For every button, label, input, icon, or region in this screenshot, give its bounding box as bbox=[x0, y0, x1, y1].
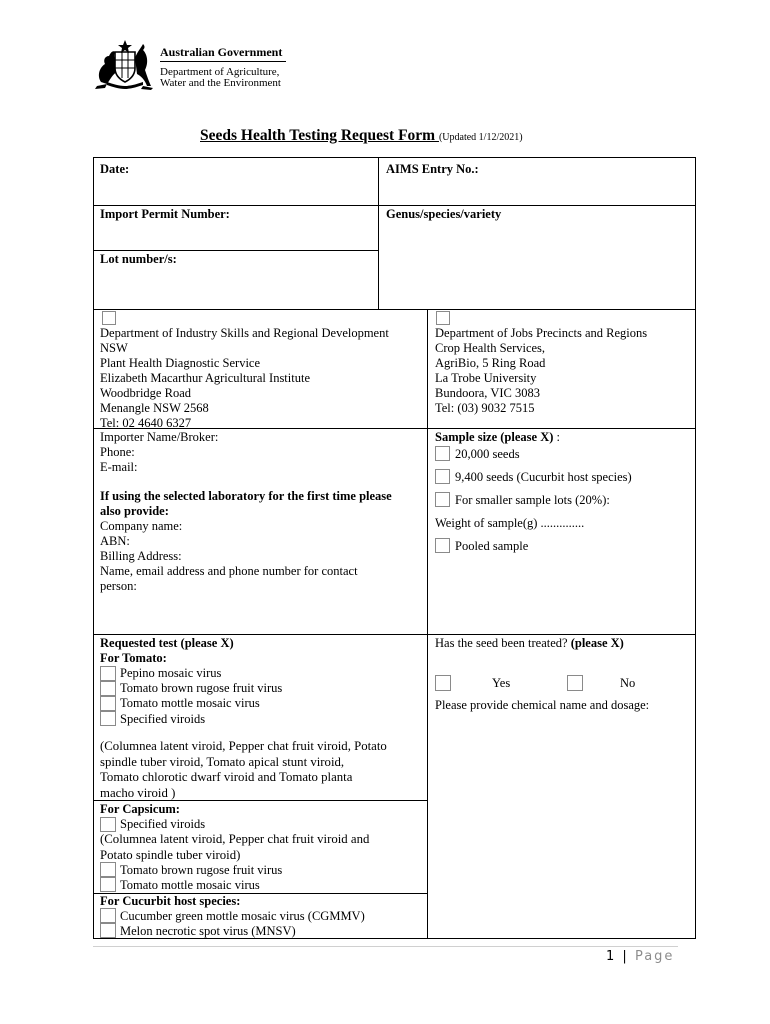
note-line: macho viroid ) bbox=[100, 785, 176, 800]
lab-vic-line: AgriBio, 5 Ring Road bbox=[435, 356, 546, 370]
first-time-note: If using the selected laboratory for the first time please bbox=[100, 489, 392, 503]
first-time-note-2: also provide: bbox=[100, 504, 169, 518]
pooled-sample-label: Pooled sample bbox=[455, 539, 529, 553]
sample-9400-checkbox[interactable] bbox=[435, 469, 450, 484]
page-sep: | bbox=[616, 949, 635, 964]
row1-divider bbox=[93, 205, 696, 206]
seed-treated-please: (please X) bbox=[570, 636, 624, 650]
sample-smaller-checkbox[interactable] bbox=[435, 492, 450, 507]
genus-field[interactable] bbox=[379, 223, 695, 308]
test-label: Melon necrotic spot virus (MNSV) bbox=[120, 924, 296, 938]
permit-lot-divider bbox=[93, 250, 379, 251]
dept-line-2: Water and the Environment bbox=[160, 77, 281, 89]
test-label: Pepino mosaic virus bbox=[120, 666, 222, 680]
lab-nsw-line: Plant Health Diagnostic Service bbox=[100, 356, 261, 370]
sample-9400-label: 9,400 seeds (Cucurbit host species) bbox=[455, 470, 632, 484]
chemical-dosage-label: Please provide chemical name and dosage: bbox=[435, 698, 650, 712]
lab-vic-checkbox[interactable] bbox=[436, 311, 450, 325]
lab-vic-line: Crop Health Services, bbox=[435, 341, 546, 355]
sample-20000-label: 20,000 seeds bbox=[455, 447, 520, 461]
test-label: Tomato mottle mosaic virus bbox=[120, 696, 260, 710]
seed-treated-text: Has the seed been treated? bbox=[435, 636, 571, 650]
lab-nsw-line: Elizabeth Macarthur Agricultural Institute bbox=[100, 371, 310, 385]
date-field[interactable] bbox=[94, 178, 378, 204]
lab-vic-address bbox=[435, 326, 647, 416]
note-line: (Columnea latent viroid, Pepper chat fruit viroid, Potato bbox=[100, 739, 387, 753]
row-header-bottom bbox=[93, 309, 696, 310]
sample-weight-label[interactable]: Weight of sample(g) .............. bbox=[435, 516, 585, 530]
body-col-divider bbox=[427, 309, 428, 939]
sample-size-heading: Sample size (please X) bbox=[435, 430, 554, 444]
lab-nsw-line: Woodbridge Road bbox=[100, 386, 191, 400]
phone-label: Phone: bbox=[100, 445, 135, 459]
capsicum-viroid-note bbox=[100, 832, 369, 863]
test-label: Tomato brown rugose fruit virus bbox=[120, 863, 283, 877]
pooled-sample-checkbox[interactable] bbox=[435, 538, 450, 553]
lab-vic-line: Bundoora, VIC 3083 bbox=[435, 386, 540, 400]
lab-nsw-line: Department of Industry Skills and Regional Development bbox=[100, 326, 389, 340]
billing-address-label: Billing Address: bbox=[100, 549, 182, 563]
note-line: (Columnea latent viroid, Pepper chat fruit viroid and bbox=[100, 832, 370, 846]
contact-label: Name, email address and phone number for contact bbox=[100, 564, 358, 578]
tomato-viroid-note bbox=[100, 739, 387, 801]
lab-vic-line: Department of Jobs Precincts and Regions bbox=[435, 326, 648, 340]
dept-line-1: Department of Agriculture, bbox=[160, 66, 280, 78]
note-line: spindle tuber viroid, Tomato apical stunt viroid, bbox=[100, 754, 345, 769]
treated-yes-checkbox[interactable] bbox=[435, 675, 451, 691]
import-permit-field[interactable] bbox=[94, 223, 378, 249]
contact-label-2: person: bbox=[100, 579, 137, 593]
abn-label: ABN: bbox=[100, 534, 130, 548]
importer-section bbox=[100, 430, 392, 594]
test-label: Tomato brown rugose fruit virus bbox=[120, 681, 283, 695]
test-checkbox[interactable] bbox=[100, 862, 116, 877]
table-right-border bbox=[695, 157, 696, 939]
sample-smaller-label: For smaller sample lots (20%): bbox=[455, 493, 610, 507]
lab-vic-line: Tel: (03) 9032 7515 bbox=[435, 401, 535, 415]
aims-entry-field[interactable] bbox=[379, 178, 695, 204]
form-title bbox=[200, 127, 523, 145]
lab-nsw-address bbox=[100, 326, 389, 431]
importer-bottom bbox=[93, 634, 696, 635]
importer-name-label: Importer Name/Broker: bbox=[100, 430, 219, 444]
form-title-main: Seeds Health Testing Request Form bbox=[200, 127, 439, 144]
table-top-border bbox=[93, 157, 696, 158]
test-label: Specified viroids bbox=[120, 817, 206, 831]
test-checkbox[interactable] bbox=[100, 711, 116, 726]
requested-test-title: Requested test (please X) bbox=[100, 636, 234, 650]
sample-20000-checkbox[interactable] bbox=[435, 446, 450, 461]
test-label: Specified viroids bbox=[120, 712, 206, 726]
company-name-label: Company name: bbox=[100, 519, 183, 533]
test-checkbox[interactable] bbox=[100, 696, 116, 711]
email-label: E-mail: bbox=[100, 460, 138, 474]
lot-number-field[interactable] bbox=[94, 268, 378, 308]
test-checkbox[interactable] bbox=[100, 817, 116, 832]
lot-number-label: Lot number/s: bbox=[100, 252, 177, 266]
lab-nsw-line: Tel: 02 4640 6327 bbox=[100, 416, 192, 430]
genus-label: Genus/species/variety bbox=[386, 207, 502, 221]
footer-rule bbox=[93, 946, 678, 947]
page-num: 1 bbox=[606, 949, 617, 964]
treated-no-checkbox[interactable] bbox=[567, 675, 583, 691]
test-checkbox[interactable] bbox=[100, 877, 116, 892]
gov-title: Australian Government bbox=[160, 45, 283, 59]
treated-yes-label: Yes bbox=[492, 676, 511, 690]
capsicum-heading: For Capsicum: bbox=[100, 802, 180, 816]
lab-nsw-checkbox[interactable] bbox=[102, 311, 116, 325]
tomato-heading: For Tomato: bbox=[100, 651, 167, 665]
coat-of-arms-logo bbox=[93, 38, 155, 90]
page-number bbox=[606, 949, 674, 964]
test-label: Cucumber green mottle mosaic virus (CGMMV) bbox=[120, 909, 365, 923]
note-line: Potato spindle tuber viroid) bbox=[100, 847, 241, 862]
sample-size-title bbox=[435, 430, 560, 445]
lab-nsw-line: Menangle NSW 2568 bbox=[100, 401, 209, 415]
seed-treated-question bbox=[435, 636, 624, 651]
date-label: Date: bbox=[100, 162, 130, 176]
aims-entry-label: AIMS Entry No.: bbox=[386, 162, 479, 176]
lab-nsw-line: NSW bbox=[100, 341, 128, 355]
test-checkbox[interactable] bbox=[100, 681, 116, 696]
test-label: Tomato mottle mosaic virus bbox=[120, 878, 260, 892]
test-checkbox[interactable] bbox=[100, 908, 116, 923]
treated-no-label: No bbox=[620, 676, 636, 690]
gov-rule bbox=[160, 61, 286, 62]
form-title-updated: (Updated 1/12/2021) bbox=[438, 132, 523, 143]
page-word: Page bbox=[634, 949, 675, 964]
test-checkbox[interactable] bbox=[100, 666, 116, 681]
import-permit-label: Import Permit Number: bbox=[100, 207, 230, 221]
note-line: Tomato chlorotic dwarf viroid and Tomato planta bbox=[100, 770, 353, 784]
sample-size-colon: : bbox=[553, 430, 560, 444]
test-checkbox[interactable] bbox=[100, 923, 116, 938]
cucurbit-heading: For Cucurbit host species: bbox=[100, 894, 241, 908]
lab-vic-line: La Trobe University bbox=[435, 371, 537, 385]
